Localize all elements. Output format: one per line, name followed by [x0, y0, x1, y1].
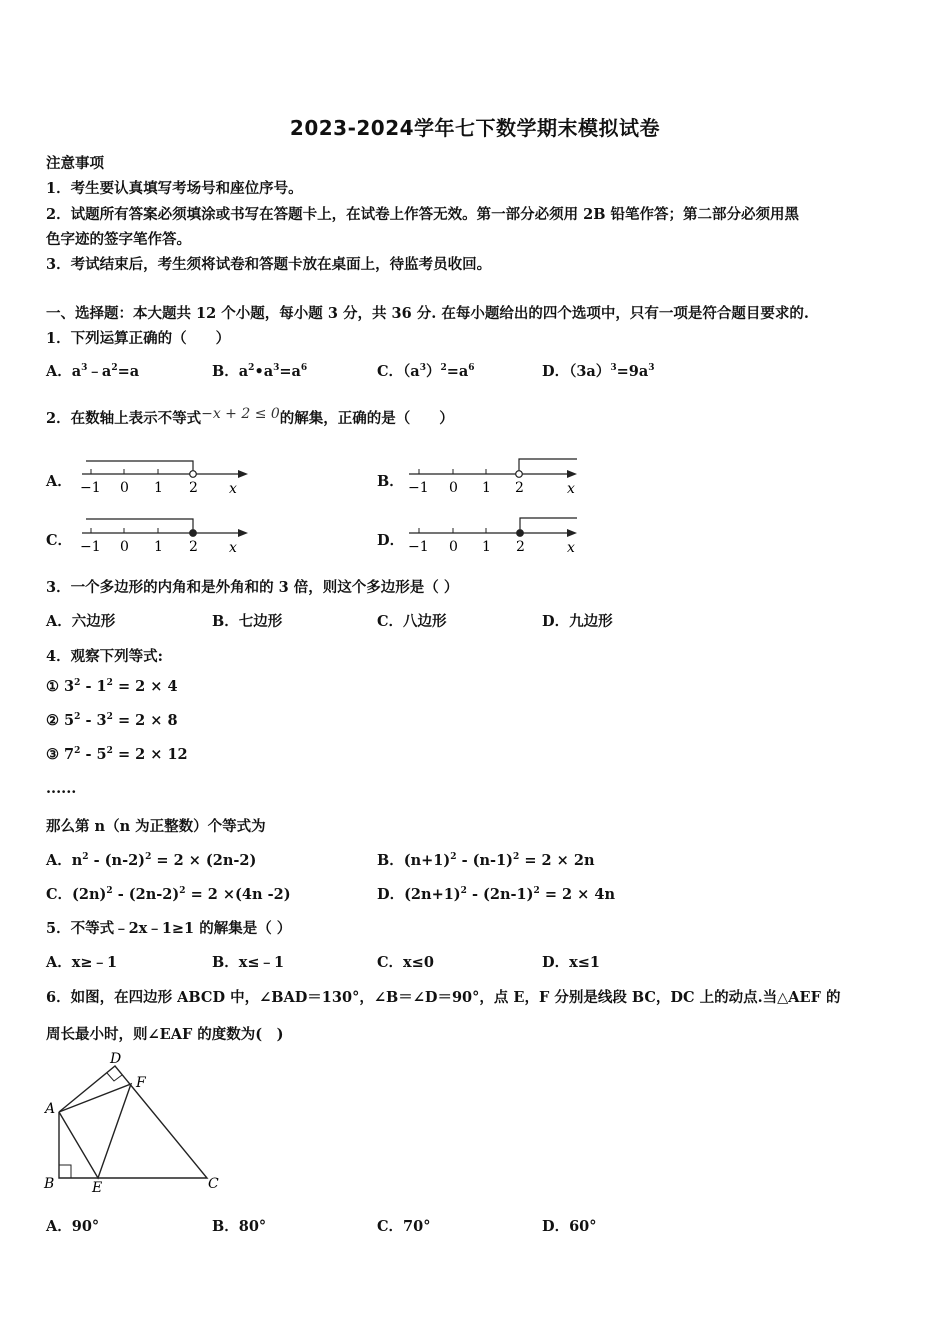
- svg-text:2: 2: [515, 480, 524, 496]
- number-line-d: [405, 511, 585, 565]
- q3-option-d: D．九边形: [542, 613, 613, 630]
- number-line-b: [405, 452, 585, 506]
- q6-option-b: B．80°: [212, 1218, 267, 1235]
- q4-option-c: C．$(2n)^2 - (2n-2)^2 = 2 \times(4n$ -2): [46, 886, 291, 903]
- svg-text:D: D: [110, 1051, 122, 1067]
- q2-option-b-label: B．: [377, 473, 404, 490]
- notice-item: 3．考试结束后，考生须将试卷和答题卡放在桌面上，待监考员收回。: [46, 256, 492, 273]
- q3-option-b: B．七边形: [212, 613, 283, 630]
- svg-text:−1: −1: [80, 539, 101, 555]
- q4-option-b: B．$(n+1)^2 - (n-1)^2 = 2 \times 2n$: [377, 852, 595, 869]
- question-6-stem-line1: 6．如图，在四边形 ABCD 中，∠BAD＝130°，∠B＝∠D＝90°，点 E，F 分别是线段 BC，DC 上的动点.当△AEF 的: [46, 989, 841, 1006]
- q5-option-b: B．x≤﹣1: [212, 954, 285, 971]
- svg-text:C: C: [208, 1176, 219, 1192]
- svg-text:0: 0: [120, 480, 129, 496]
- q4-equation-1: ① $3^2 - 1^2 = 2 \times 4$: [46, 678, 178, 695]
- q3-option-c: C．八边形: [377, 613, 447, 630]
- q1-option-d: D．$(3a)^3=9a^3$: [542, 363, 655, 380]
- svg-text:1: 1: [482, 480, 491, 496]
- q2-option-d-label: D．: [377, 532, 405, 549]
- q2-option-a-label: A．: [46, 473, 72, 490]
- q1-option-b: B．$a^2•a^3=a^6$: [212, 363, 308, 380]
- svg-text:F: F: [136, 1075, 146, 1091]
- question-3-stem: 3．一个多边形的内角和是外角和的 3 倍，则这个多边形是（ ）: [46, 579, 459, 596]
- q4-option-d: D．$(2n+1)^2 - (2n-1)^2 = 2 \times 4n$: [377, 886, 615, 903]
- page-title: 2023-2024学年七下数学期末模拟试卷: [289, 116, 661, 140]
- q6-option-d: D．60°: [542, 1218, 597, 1235]
- svg-text:0: 0: [449, 480, 458, 496]
- question-5-stem: 5．不等式﹣2x﹣1≥1 的解集是（ ）: [46, 920, 292, 937]
- inequality-expression: −x + 2 ≤ 0: [201, 406, 280, 422]
- svg-text:−1: −1: [408, 539, 429, 555]
- svg-text:1: 1: [154, 480, 163, 496]
- section-heading: 一、选择题：本大题共 12 个小题，每小题 3 分，共 36 分. 在每小题给出的四个选项中，只有一项是符合题目要求的.: [46, 305, 809, 322]
- q6-option-c: C．70°: [377, 1218, 431, 1235]
- svg-text:1: 1: [154, 539, 163, 555]
- q4-equation-3: ③ $7^2 - 5^2 = 2 \times 12$: [46, 746, 188, 763]
- number-line-c: [78, 511, 253, 565]
- q1-option-c: C．$(a^3)^2=a^6$: [377, 363, 475, 380]
- q1-option-a: A．$a^3﹣a^2=a$: [46, 363, 140, 380]
- svg-text:x: x: [567, 481, 575, 497]
- svg-text:−1: −1: [80, 480, 101, 496]
- svg-text:2: 2: [516, 539, 525, 555]
- q5-option-d: D．x≤1: [542, 954, 600, 971]
- question-4-stem: 4．观察下列等式:: [46, 648, 163, 665]
- q2-option-c-label: C．: [46, 532, 73, 549]
- svg-text:x: x: [567, 540, 575, 556]
- svg-text:2: 2: [189, 539, 198, 555]
- svg-text:x: x: [229, 481, 237, 497]
- q4-option-a: A．$n^2 - (n-2)^2 = 2 \times (2n-2)$: [46, 852, 257, 869]
- svg-text:A: A: [45, 1101, 56, 1117]
- q4-ask: 那么第 n（n 为正整数）个等式为: [46, 818, 266, 835]
- notice-item: 2．试题所有答案必须填涂或书写在答题卡上，在试卷上作答无效。第一部分必须用 2B 铅笔作答；第二部分必须用黑: [46, 206, 800, 223]
- q4-ellipsis: ......: [46, 780, 77, 797]
- q4-equation-2: ② $5^2 - 3^2 = 2 \times 8$: [46, 712, 178, 729]
- q5-option-a: A．x≥﹣1: [46, 954, 118, 971]
- svg-text:B: B: [44, 1176, 55, 1192]
- notice-item: 色字迹的签字笔作答。: [46, 231, 191, 248]
- q3-option-a: A．六边形: [46, 613, 116, 630]
- question-6-stem-line2: 周长最小时，则∠EAF 的度数为( ): [46, 1026, 284, 1043]
- svg-text:−1: −1: [408, 480, 429, 496]
- svg-text:0: 0: [120, 539, 129, 555]
- quadrilateral-figure: [40, 1046, 240, 1200]
- svg-text:1: 1: [482, 539, 491, 555]
- q6-option-a: A．90°: [46, 1218, 100, 1235]
- number-line-a: [78, 452, 253, 506]
- question-1-stem: 1．下列运算正确的（ ）: [46, 330, 231, 347]
- svg-text:E: E: [92, 1180, 103, 1196]
- svg-text:2: 2: [189, 480, 198, 496]
- notice-item: 1．考生要认真填写考场号和座位序号。: [46, 180, 303, 197]
- notice-heading: 注意事项: [46, 155, 104, 172]
- question-2-stem: 2．在数轴上表示不等式−x + 2 ≤ 0的解集，正确的是（ ）: [46, 406, 454, 427]
- svg-text:x: x: [229, 540, 237, 556]
- q5-option-c: C．x≤0: [377, 954, 434, 971]
- svg-text:0: 0: [449, 539, 458, 555]
